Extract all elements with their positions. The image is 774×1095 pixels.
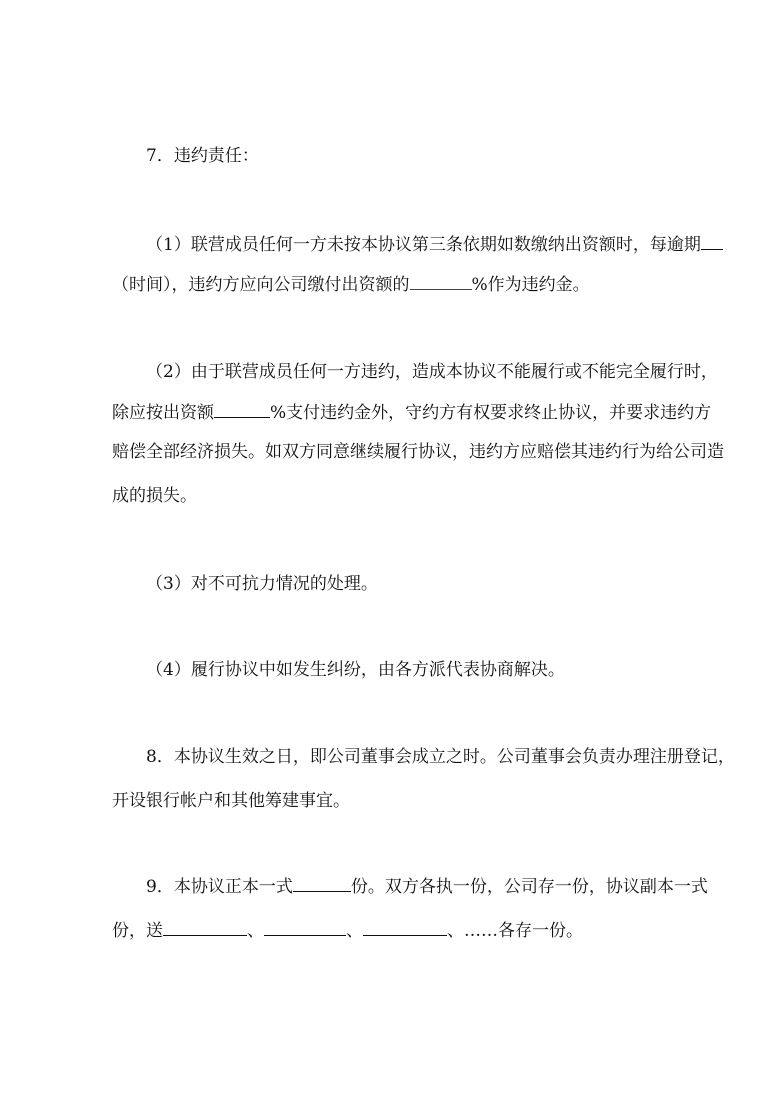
recipient-2-blank[interactable] <box>264 918 346 936</box>
section-9-text-c: 份，送 <box>112 921 163 941</box>
recipient-3-blank[interactable] <box>363 918 447 936</box>
clause-7-2-line-1: （2）由于联营成员任何一方违约，造成本协议不能履行或不能完全履行时， <box>146 362 718 382</box>
section-9-line-2 <box>112 918 583 942</box>
clause-7-2-text-a: 除应按出资额 <box>112 403 214 423</box>
clause-7-1-line-2 <box>112 272 590 296</box>
overdue-period-blank[interactable] <box>701 232 723 250</box>
section-7-heading: 7．违约责任： <box>146 146 259 166</box>
section-9-text-a: 9．本协议正本一式 <box>146 877 293 897</box>
original-copies-blank[interactable] <box>293 874 351 892</box>
clause-7-4: （4）履行协议中如发生纠纷，由各方派代表协商解决。 <box>146 660 565 680</box>
clause-7-1-text-b: %作为违约金。 <box>471 275 590 295</box>
clause-7-2-text-b: %支付违约金外，守约方有权要求终止协议，并要求违约方 <box>270 403 712 423</box>
capital-percent-blank[interactable] <box>214 400 270 418</box>
penalty-percent-blank[interactable] <box>410 272 472 290</box>
clause-7-2-line-3: 赔偿全部经济损失。如双方同意继续履行协议，违约方应赔偿其违约行为给公司造 <box>112 442 724 462</box>
section-9-text-b: 份。双方各执一份，公司存一份，协议副本一式 <box>350 877 708 897</box>
clause-7-2-line-4: 成的损失。 <box>112 486 197 506</box>
clause-7-3: （3）对不可抗力情况的处理。 <box>146 574 378 594</box>
separator-2: 、 <box>346 921 363 941</box>
clause-7-1-text-a: （时间），违约方应向公司缴付出资额的 <box>112 275 410 295</box>
clause-7-1-line-1 <box>146 232 723 256</box>
section-8-line-2: 开设银行帐户和其他筹建事宜。 <box>112 791 350 811</box>
separator-1: 、 <box>247 921 264 941</box>
section-9-line-1 <box>146 874 708 898</box>
section-9-text-d: 、……各存一份。 <box>447 921 583 941</box>
clause-7-2-line-2 <box>112 400 711 424</box>
recipient-1-blank[interactable] <box>163 918 247 936</box>
clause-7-1-text: （1）联营成员任何一方未按本协议第三条依期如数缴纳出资额时，每逾期 <box>146 235 701 255</box>
section-8-line-1: 8．本协议生效之日，即公司董事会成立之时。公司董事会负责办理注册登记， <box>146 747 735 767</box>
